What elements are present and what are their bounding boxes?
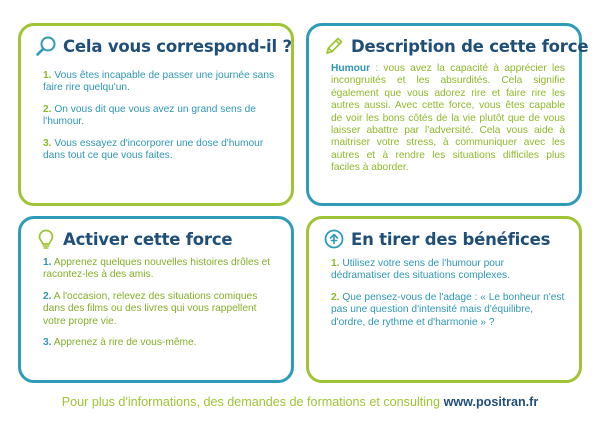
pencil-icon: [323, 35, 345, 57]
lightbulb-icon: [35, 228, 57, 250]
card-activer: [18, 216, 294, 383]
magnifier-icon: [35, 35, 57, 57]
card-header: [35, 228, 232, 250]
card-title: Activer cette force: [63, 229, 233, 249]
website-link[interactable]: www.positran.fr: [443, 395, 539, 409]
list-item: 3. Apprenez à rire de vous-même.: [43, 337, 197, 349]
card-body: [331, 258, 565, 338]
card-header: [323, 228, 550, 250]
card-title: En tirer des bénéfices: [351, 229, 551, 249]
card-cela-vous-correspond: [18, 23, 294, 206]
card-title: Description de cette force: [351, 36, 589, 56]
footer-text: Pour plus d'informations, des demandes de formations et consulting: [61, 395, 444, 409]
card-header: [323, 35, 588, 57]
card-title: Cela vous correspond-il ?: [63, 36, 292, 56]
description-text: Humour : vous avez la capacité à apprécier les incongruités et les absurdités. Cela signifie également que vous adorez rire et faire rire les autres aussi. Avec cette force, vous êtes capable de voir les bons côtés de la vie plutôt que de vous laisser abattre par l'adversité. Cela vous aide à maitriser votre stress, à communiquer avec les autres et à rendre les situations difficiles plus faciles à aborder.: [331, 63, 565, 174]
footer: [0, 395, 600, 409]
card-description: [306, 23, 589, 206]
card-body: [331, 63, 565, 175]
list-item: 1. Apprenez quelques nouvelles histoires drôles et racontez-les à des amis.: [43, 257, 271, 281]
card-body: [43, 70, 277, 171]
up-arrow-circle-icon: [323, 228, 345, 250]
list-item: 2. On vous dit que vous avez un grand sens de l'humour.: [43, 103, 256, 128]
card-en-tirer: [306, 216, 582, 383]
list-item: 3. Vous essayez d'incorporer une dose d'humour dans tout ce que vous faites.: [43, 137, 264, 162]
card-body: [43, 257, 277, 358]
list-item: 1. Vous êtes incapable de passer une journée sans faire rire quelqu'un.: [43, 70, 275, 94]
list-item: 2. A l'occasion, relevez des situations comiques dans des films ou des livres qui vous rappellent votre propre vie.: [43, 290, 258, 327]
card-header: [35, 35, 292, 57]
list-item: 1. Utilisez votre sens de l'humour pour dédramatiser des situations complexes.: [331, 258, 510, 282]
list-item: 2. Que pensez-vous de l'adage : « Le bonheur n'est pas une question d'intensité mais d'équilibre, d'ordre, de rythme et d'harmonie » ?: [331, 291, 565, 328]
